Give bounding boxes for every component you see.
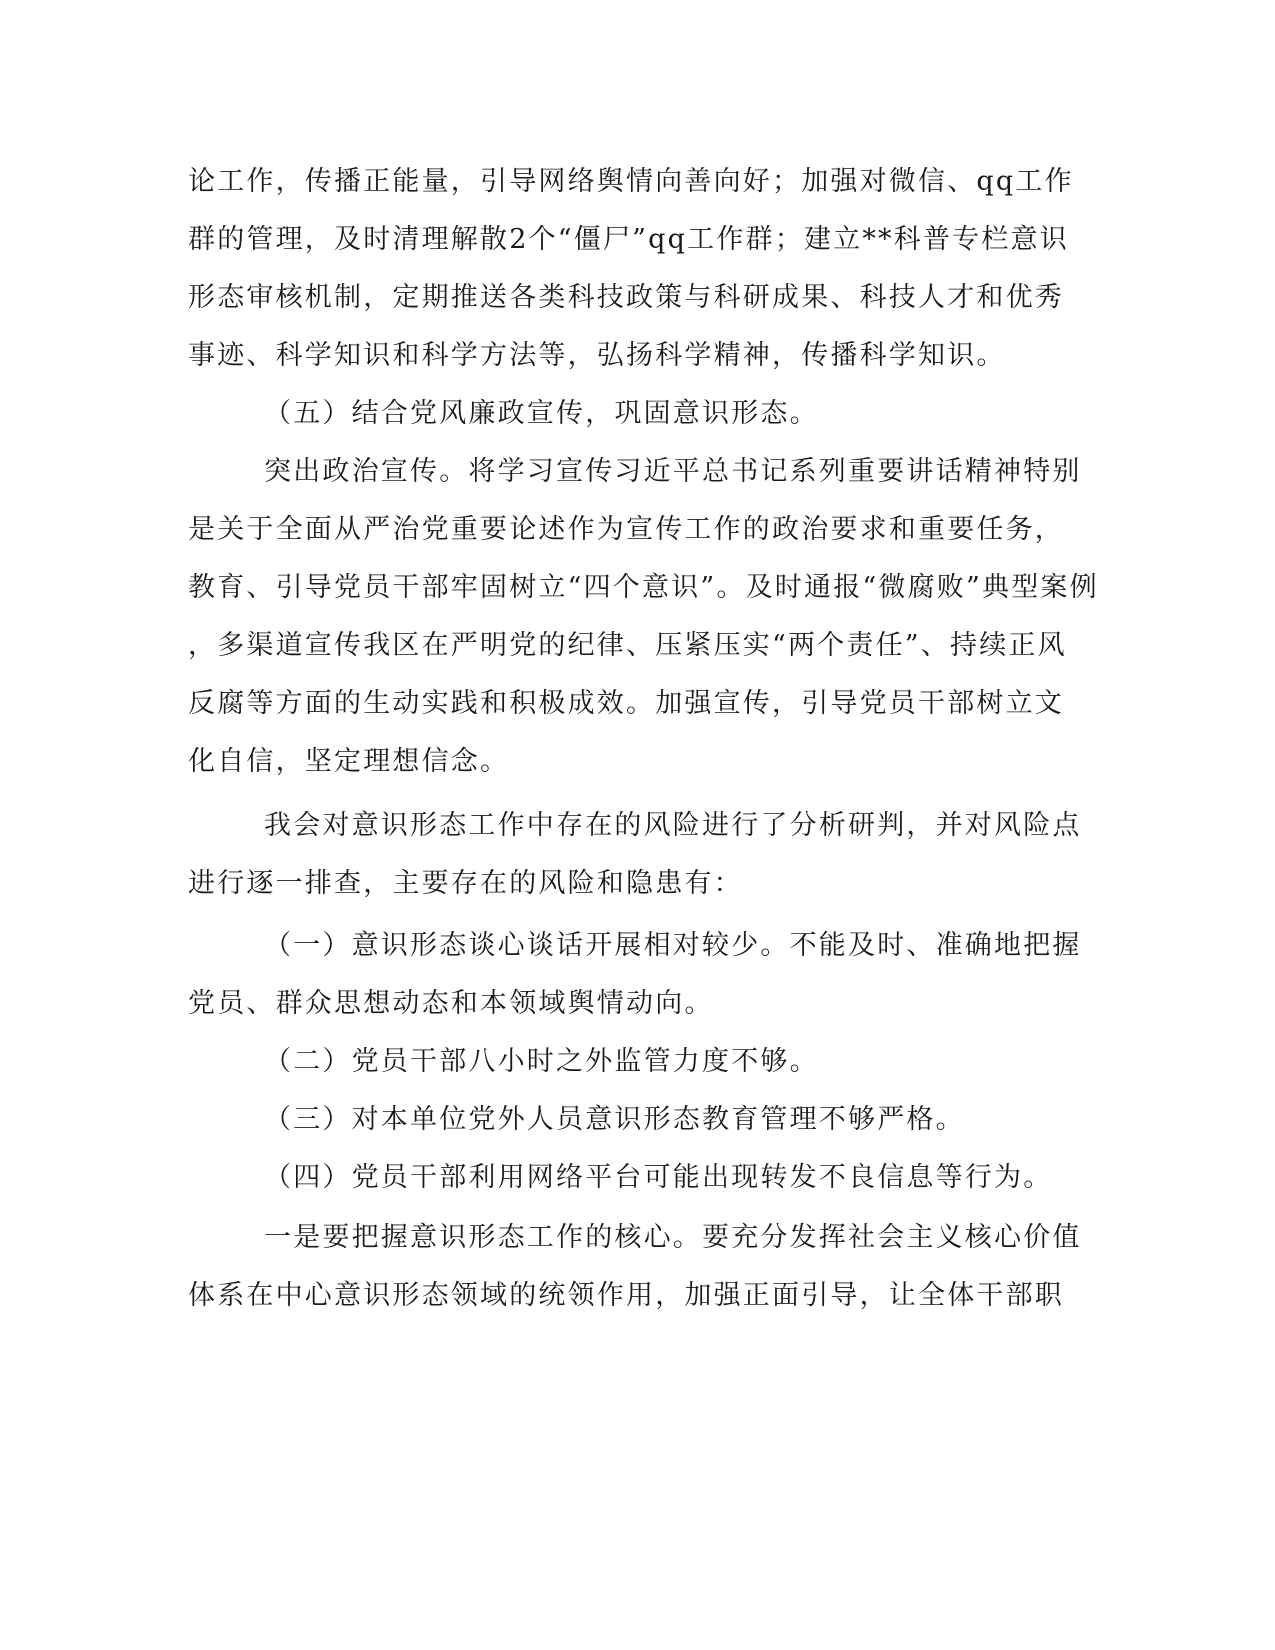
text-line: 反腐等方面的生动实践和积极成效。加强宣传，引导党员干部树立文: [188, 688, 1064, 719]
section-heading: （五）结合党风廉政宣传，巩固意识形态。: [264, 398, 819, 429]
text-line: 化自信，坚定理想信念。: [188, 746, 510, 777]
text-line: 我会对意识形态工作中存在的风险进行了分析研判，并对风险点: [264, 810, 1082, 841]
text-line: 是关于全面从严治党重要论述作为宣传工作的政治要求和重要任务，: [188, 514, 1064, 545]
text-line: 论工作，传播正能量，引导网络舆情向善向好；加强对微信、qq工作: [188, 166, 1074, 197]
text-line: 一是要把握意识形态工作的核心。要充分发挥社会主义核心价值: [264, 1222, 1082, 1253]
list-item: （二）党员干部八小时之外监管力度不够。: [264, 1046, 819, 1077]
text-line: 进行逐一排查，主要存在的风险和隐患有：: [188, 868, 743, 899]
text-line: 群的管理，及时清理解散2个“僵尸”qq工作群；建立**科普专栏意识: [188, 224, 1069, 255]
list-item: （四）党员干部利用网络平台可能出现转发不良信息等行为。: [264, 1162, 1053, 1193]
text-line: ，多渠道宣传我区在严明党的纪律、压紧压实“两个责任”、持续正风: [188, 630, 1067, 661]
text-line: 事迹、科学知识和科学方法等，弘扬科学精神，传播科学知识。: [188, 340, 1006, 371]
text-line: 教育、引导党员干部牢固树立“四个意识”。及时通报“微腐败”典型案例: [188, 572, 1099, 603]
list-item: （一）意识形态谈心谈话开展相对较少。不能及时、准确地把握: [264, 930, 1082, 961]
text-line: 突出政治宣传。将学习宣传习近平总书记系列重要讲话精神特别: [264, 456, 1082, 487]
text-line: 体系在中心意识形态领域的统领作用，加强正面引导，让全体干部职: [188, 1280, 1064, 1311]
list-item: （三）对本单位党外人员意识形态教育管理不够严格。: [264, 1104, 965, 1135]
text-line: 党员、群众思想动态和本领域舆情动向。: [188, 988, 714, 1019]
text-line: 形态审核机制，定期推送各类科技政策与科研成果、科技人才和优秀: [188, 282, 1064, 313]
